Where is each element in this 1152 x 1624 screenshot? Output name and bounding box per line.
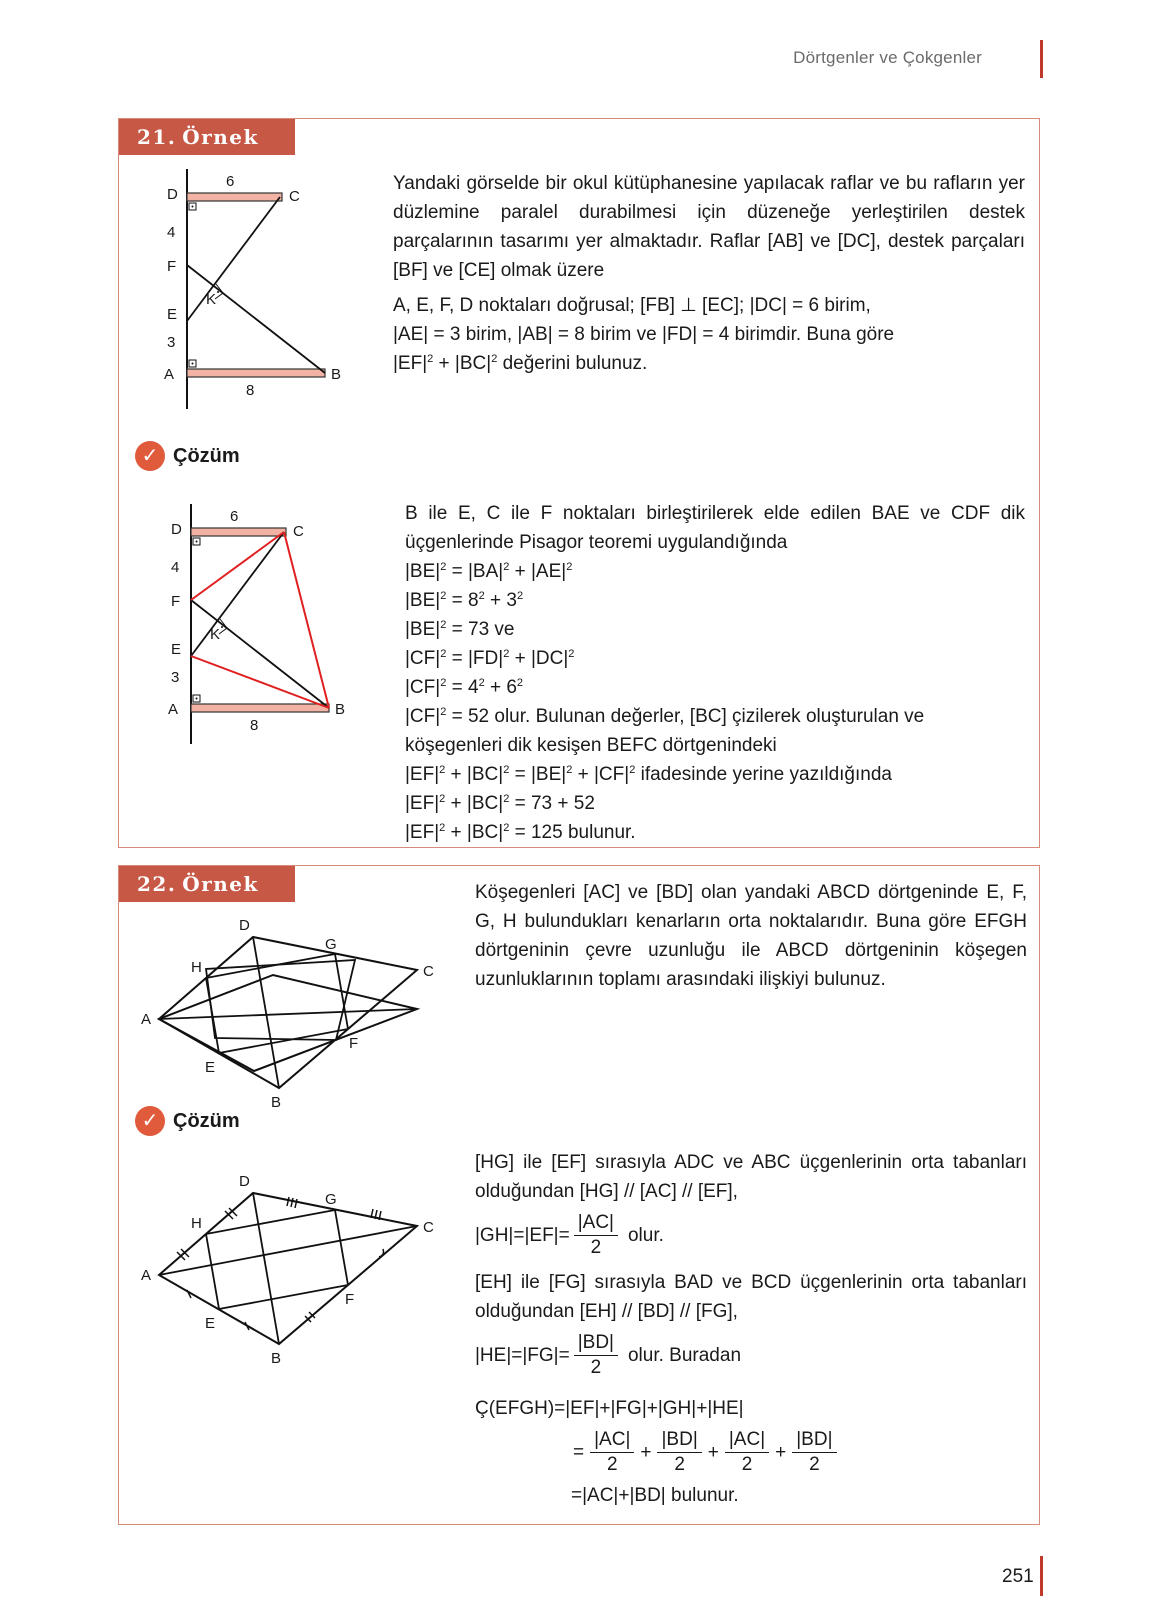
equation-he-fg: |HE|=|FG|= $\frac{|BD|}{2}$ olur. Buradan [475, 1331, 742, 1378]
sol-label-b: B [335, 701, 346, 718]
solution-21-label: Çözüm [173, 444, 240, 467]
label-k: K [206, 291, 217, 308]
page-accent-bar [1040, 1556, 1043, 1596]
label-len-ae: 3 [167, 334, 176, 351]
label-c: C [289, 188, 300, 205]
given-line-3: $|EF|^2 + |BC|^2$ değerini bulunuz. [393, 353, 648, 374]
label-e: E [167, 306, 178, 323]
sol-label-len-df: 4 [171, 559, 180, 576]
sol-label-f: F [171, 593, 181, 610]
solution-21-header [135, 441, 240, 471]
label-len-ab: 8 [246, 382, 255, 399]
header-accent-bar [1040, 40, 1043, 78]
qs-label-g: G [325, 1191, 337, 1208]
sol-label-e: E [171, 641, 182, 658]
midline-hg-text: [HG] ile [EF] sırasıyla ADC ve ABC üçgenlerinin orta tabanları olduğundan [HG] // [AC] // [EF], [475, 1152, 1027, 1202]
label-f: F [167, 258, 177, 275]
example-21-problem [393, 169, 1025, 378]
solution-intro: B ile E, C ile F noktaları birleştirilerek elde edilen BAE ve CDF dik üçgenlerinde Pisagor teoremi uygulandığında [405, 503, 1025, 553]
example-22-number: 22. [137, 872, 177, 896]
perimeter-fractions: = $\frac{|AC|}{2}$ + $\frac{|BD|}{2}$ + $\frac{|AC|}{2}$ + $\frac{|BD|}{2}$ [475, 1423, 1027, 1481]
qs-label-c: C [423, 1219, 434, 1236]
running-header: Dörtgenler ve Çokgenler [793, 48, 982, 67]
example-21-number: 21. [137, 125, 177, 149]
example-22-tab [119, 866, 295, 902]
sol-label-len-ae: 3 [171, 669, 180, 686]
shelf-figure [159, 169, 369, 419]
step-9: $|EF|^2 + |BC|^2 = 73 + 52$ [405, 793, 595, 814]
label-a: A [164, 366, 175, 383]
step-4: $|CF|^2 = |FD|^2 + |DC|^2$ [405, 648, 575, 669]
example-21-tab [119, 119, 295, 155]
step-8: $|EF|^2 + |BC|^2 = |BE|^2 + |CF|^2$ ifadesinde yerine yazıldığında [405, 764, 892, 785]
q-label-h: H [191, 959, 202, 976]
given-line-2: |AE| = 3 birim, |AB| = 8 birim ve |FD| = 4 birimdir. Buna göre [393, 324, 895, 345]
solution-22-header [135, 1106, 240, 1136]
solution-22-label: Çözüm [173, 1109, 240, 1132]
qs-label-d: D [239, 1173, 250, 1190]
label-d: D [167, 186, 178, 203]
q-label-g: G [325, 936, 337, 953]
midline-eh-text: [EH] ile [FG] sırasıyla BAD ve BCD üçgenlerinin orta tabanları olduğundan [EH] // [BD] // [FG], [475, 1272, 1027, 1322]
q-label-d: D [239, 917, 250, 934]
example-22-problem: Köşegenleri [AC] ve [BD] olan yandaki ABCD dörtgeninde E, F, G, H bulundukları kenarların orta noktalarıdır. Buna göre EFGH dörtgeninin çevre uzunluğu ile ABCD dörtgeninin köşegen uzunluklarının toplamı arasındaki ilişkiyi bulunuz. [475, 882, 1027, 990]
qs-label-f: F [345, 1291, 355, 1308]
step-5: $|CF|^2 = 4^2 + 6^2$ [405, 677, 524, 698]
perimeter-result: =|AC|+|BD| bulunur. [571, 1485, 739, 1506]
given-line-1: A, E, F, D noktaları doğrusal; [FB] ⊥ [EC]; |DC| = 6 birim, [393, 295, 871, 316]
check-icon: ✓ [135, 1106, 165, 1136]
label-b: B [331, 366, 342, 383]
solution-22-text [475, 1148, 1027, 1510]
equation-gh-ef: |GH|=|EF|= $\frac{|AC|}{2}$ olur. [475, 1211, 664, 1258]
sol-label-k: K [210, 626, 221, 643]
step-2: $|BE|^2 = 8^2 + 3^2$ [405, 590, 524, 611]
q-label-e: E [205, 1059, 216, 1076]
q-label-c: C [423, 963, 434, 980]
qs-label-b: B [271, 1350, 282, 1364]
quadrilateral-solution-figure [139, 1164, 459, 1364]
perimeter-equation: Ç(EFGH)=|EF|+|FG|+|GH|+|HE| [475, 1398, 744, 1419]
step-7: köşegenleri dik kesişen BEFC dörtgenindeki [405, 735, 777, 756]
sol-label-len-dc: 6 [230, 508, 239, 525]
q-label-b: B [271, 1094, 282, 1108]
q-label-f: F [349, 1035, 359, 1052]
sol-label-len-ab: 8 [250, 717, 259, 734]
sol-label-d: D [171, 521, 182, 538]
problem-text: Yandaki görselde bir okul kütüphanesine yapılacak raflar ve bu rafların yer düzlemine paralel durabilmesi için düzeneğe yerleştirilen destek parçalarının tasarımı yer almaktadır. Raflar [AB] ve [DC], destek parçaları [BF] ve [CE] olmak üzere [393, 173, 1025, 281]
sol-label-c: C [293, 523, 304, 540]
example-22-box [118, 865, 1040, 1525]
sol-label-a: A [168, 701, 179, 718]
step-6: $|CF|^2 = 52$ olur. Bulunan değerler, [BC] çizilerek oluşturulan ve [405, 706, 925, 727]
label-len-dc: 6 [226, 173, 235, 190]
example-21-word: Örnek [182, 125, 259, 149]
step-10: $|EF|^2 + |BC|^2 = 125$ bulunur. [405, 822, 636, 843]
fraction-bd-2: $\frac{|BD|}{2}$ [574, 1331, 618, 1380]
check-icon: ✓ [135, 441, 165, 471]
step-3: $|BE|^2 = 73$ ve [405, 619, 515, 640]
example-21-box [118, 118, 1040, 848]
qs-label-e: E [205, 1315, 216, 1332]
label-len-df: 4 [167, 224, 176, 241]
example-22-word: Örnek [182, 872, 259, 896]
fraction-ac-2: $\frac{|AC|}{2}$ [574, 1211, 618, 1260]
quadrilateral-figure [139, 908, 459, 1108]
step-1: $|BE|^2 = |BA|^2 + |AE|^2$ [405, 561, 573, 582]
q-label-a: A [141, 1011, 152, 1028]
page-number: 251 [1002, 1566, 1034, 1587]
shelf-solution-figure [163, 504, 373, 754]
qs-label-a: A [141, 1267, 152, 1284]
qs-label-h: H [191, 1215, 202, 1232]
solution-21-text [405, 499, 1025, 847]
